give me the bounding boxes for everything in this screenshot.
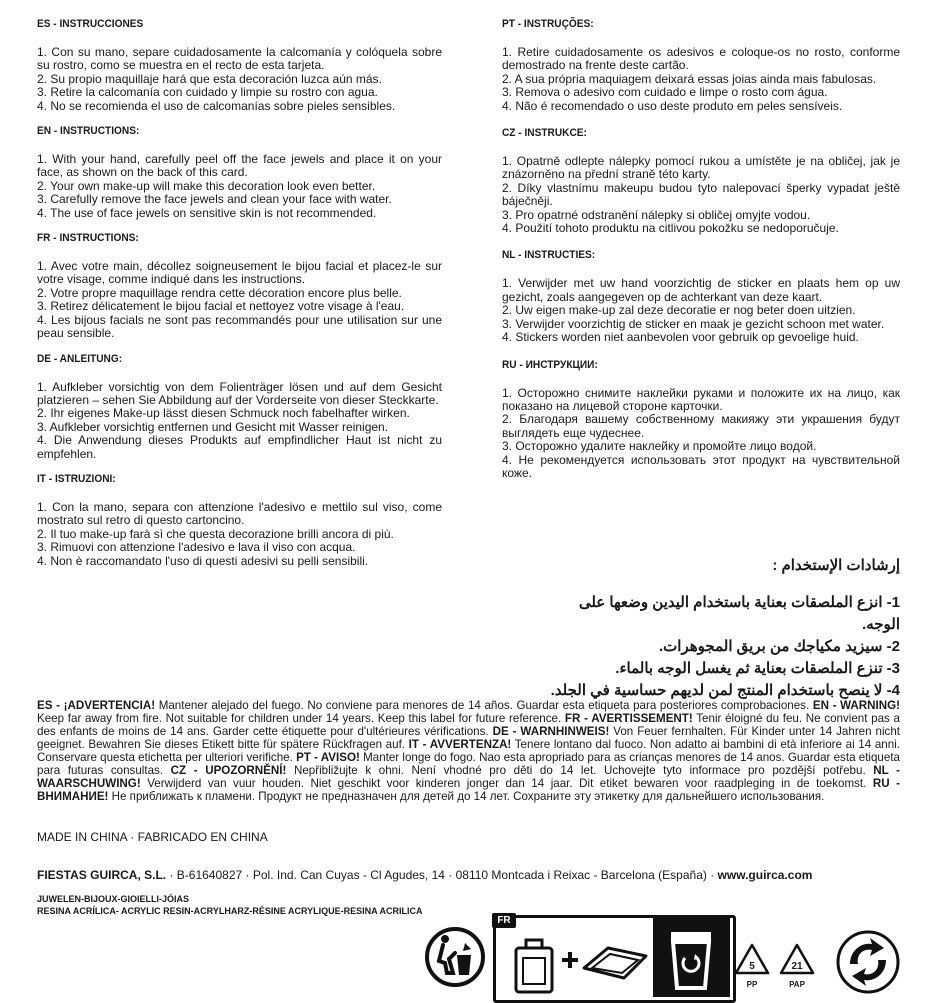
warning-text: Keep far away from fire. Not suitable for children under 14 years. Keep this label for future reference. — [37, 712, 565, 725]
wrapper-icon — [578, 942, 652, 984]
right-section — [502, 359, 900, 481]
instruction-line: 1. Осторожно снимите наклейки руками и положите их на лицо, как показано на лицевой стороне карточки. — [502, 385, 900, 413]
left-section — [37, 18, 442, 113]
right-section — [502, 18, 900, 113]
instruction-line: 1. Opatrně odlepte nálepky pomocí rukou a umístěte je na obličej, jak je znázorněno na přední straně této karty. — [502, 154, 900, 182]
warning-label: DE - WARNHINWEIS! — [492, 725, 610, 738]
arabic-line-2: 2- سيزيد مكياجك من بريق المجوهرات. — [659, 638, 900, 655]
instruction-line: 3. Retire la calcomanía con cuidado y limpie su rostro con agua. — [37, 85, 378, 100]
instruction-line: 2. Ihr eigenes Make-up lässt diesen Schmuck noch fabelhafter wirken. — [37, 406, 410, 421]
instruction-line: 3. Осторожно удалите наклейку и промойте лицо водой. — [502, 439, 817, 454]
instruction-line: 3. Rimuovi con attenzione l'adesivo e lava il viso con acqua. — [37, 540, 356, 555]
warning-text: Tenir éloigné du feu. Ne convient pas a des enfants de moins de 14 ans. Garder cette étiquette pour d'ultérieures vérifications. — [37, 712, 900, 738]
materials-info — [37, 893, 423, 917]
recycling-bin-icon — [663, 928, 719, 992]
instruction-line: 2. A sua própria maquiagem deixará essas joias ainda mais fabulosas. — [502, 71, 877, 86]
company-info — [37, 868, 812, 882]
arabic-line-3: 3- تنزع الملصقات بعناية ثم يغسل الوجه بالماء. — [615, 660, 900, 677]
instruction-line: 4. Non è raccomandato l'uso di questi adesivi su pelli sensibili. — [37, 553, 369, 568]
right-column — [502, 18, 900, 494]
section-heading: CZ - INSTRUKCE: — [502, 127, 587, 140]
instruction-line: 3. Carefully remove the face jewels and clean your face with water. — [37, 192, 392, 207]
warning-text: Nepřibližujte k ohni. Není vhodné pro děti do 14 let. Uchovejte tyto informace pro pozdější potřebu. — [286, 764, 874, 777]
left-column — [37, 18, 442, 580]
section-heading: NL - INSTRUCTIES: — [502, 249, 596, 262]
warning-text: Manter longe do fogo. Nao esta apropriado para as crianças menores de 14 anos. Guardar esta etiqueta para futuras consultas. — [37, 751, 901, 777]
instruction-line: 3. Aufkleber vorsichtig entfernen und Gesicht mit Wasser reinigen. — [37, 419, 389, 434]
instruction-line: 4. No se recomienda el uso de calcomanías sobre pieles sensibles. — [37, 98, 396, 113]
arabic-instructions — [540, 556, 900, 702]
instruction-line: 4. Les bijous facials ne sont pas recommandés pour une utilisation sur une peau sensible. — [37, 312, 442, 341]
left-section — [37, 232, 442, 340]
instruction-line: 1. Aufkleber vorsichtig von dem Folienträger lösen und auf dem Gesicht platzieren – sehen Sie Abbildung auf der Vorderseite von dieser Steckkarte. — [37, 379, 442, 407]
company-details: · B-61640827 · Pol. Ind. Can Cuyas - Cl Agudes, 14 · 08110 Montcada i Reixac - Barcelona (España) · — [166, 868, 718, 882]
instruction-line: 2. Uw eigen make-up zal deze decoratie er nog beter doen uitzien. — [502, 303, 856, 318]
section-heading: EN - INSTRUCTIONS: — [37, 125, 140, 138]
instruction-line: 2. Благодаря вашему собственному макияжу эти украшения будут выглядеть еще чудеснее. — [502, 412, 900, 440]
recycle-code-pp: 5 — [749, 961, 755, 972]
tidyman-recycle-icon — [425, 925, 485, 989]
instruction-line: 2. Votre propre maquillage rendra cette décoration encore plus belle. — [37, 285, 402, 300]
instruction-line: 4. Не рекомендуется использовать этот продукт на чувствительной коже. — [502, 452, 900, 480]
instruction-line: 2. Your own make-up will make this decoration look even better. — [37, 178, 376, 193]
arabic-line-1: 1- انزع الملصقات بعناية باستخدام اليدين وضعها على الوجه. — [578, 594, 900, 633]
instruction-line: 2. Il tuo make-up farà sì che questa decorazione brilli ancora di più. — [37, 526, 394, 541]
fr-label: FR — [492, 913, 516, 928]
warning-text: Verwijderd van vuur houden. Niet geschikt voor kinderen jonger dan 14 jaar. Dit etiket bewaren voor raadpleging in de toekomst. — [140, 777, 873, 790]
instruction-line: 4. Použití tohoto produktu na citlivou pokožku se nedoporučuje. — [502, 221, 839, 236]
warning-text: Von Feuer fernhalten. Für Kinder unter 14 Jahren nicht geeignet. Bewahren Sie dieses Etikett bitte für spätere Rückfragen auf. — [37, 725, 901, 751]
warning-label: CZ - UPOZORNĚNÍ! — [170, 764, 287, 777]
instruction-line: 1. With your hand, carefully peel off the face jewels and place it on your face, as shown on the back of this card. — [37, 152, 442, 180]
instruction-line: 4. Stickers worden niet aanbevolen voor gebruik op gevoelige huid. — [502, 330, 859, 345]
instruction-line: 4. Die Anwendung dieses Produkts auf empfindlicher Haut ist nicht zu empfehlen. — [37, 433, 442, 461]
warning-block — [37, 699, 900, 803]
arabic-line-4: 4- لا ينصح باستخدام المنتج لمن لديهم حساسية في الجلد. — [550, 682, 900, 699]
materials-line-2: RESINA ACRÍLICA- ACRYLIC RESIN-ACRYLHARZ-RÉSINE ACRYLIQUE-RESINA ACRILICA — [37, 906, 423, 916]
section-heading: PT - INSTRUÇÕES: — [502, 18, 594, 30]
instruction-line: 1. Verwijder met uw hand voorzichtig de sticker en plaats hem op uw gezicht, zoals aangegeven op de achterkant van deze kaart. — [502, 276, 900, 304]
right-section — [502, 249, 900, 344]
recycle-label-pap: PAP — [789, 980, 805, 989]
section-heading: IT - ISTRUZIONI: — [37, 472, 116, 485]
warning-text: Mantener alejado del fuego. No conviene para menores de 14 años. Guardar esta etiqueta para posteriores comprobaciones. — [155, 699, 813, 712]
warning-label: ES - ¡ADVERTENCIA! — [37, 699, 156, 712]
instruction-line: 1. Avec votre main, décollez soigneusement le bijou facial et placez-le sur votre visage, comme indiqué dans les instructions. — [37, 259, 442, 287]
instruction-line: 2. Su propio maquillaje hará que esta decoración luzca aún más. — [37, 71, 382, 86]
instruction-line: 1. Con la mano, separa con attenzione l'adesivo e mettilo sul viso, come mostrato sul retro di questo cartoncino. — [37, 499, 442, 528]
company-name: FIESTAS GUIRCA, S.L. — [37, 868, 167, 882]
left-section — [37, 125, 442, 220]
instruction-line: 1. Retire cuidadosamente os adesivos e coloque-os no rosto, conforme demostrado na frente deste cartão. — [502, 45, 900, 73]
warning-label: NL - WAARSCHUWING! — [37, 764, 900, 790]
instruction-line: 3. Retirez délicatement le bijou facial et nettoyez votre visage à l'eau. — [37, 299, 405, 314]
recycle-code-pap: 21 — [791, 961, 803, 972]
instruction-line: 2. Díky vlastnímu makeupu budou tyto nalepovací šperky vypadat ještě báječněji. — [502, 180, 900, 209]
left-section — [37, 353, 442, 461]
warning-label: FR - AVERTISSEMENT! — [564, 712, 693, 725]
section-heading: FR - INSTRUCTIONS: — [37, 232, 139, 245]
plus-icon — [560, 950, 580, 970]
green-dot-icon — [836, 930, 900, 994]
warning-label: PT - AVISO! — [296, 751, 360, 764]
instruction-line: 3. Remova o adesivo com cuidado e limpe o rosto com água. — [502, 85, 828, 100]
instruction-line: 3. Verwijder voorzichtig de sticker en maak je gezicht schoon met water. — [502, 316, 885, 331]
warning-label: IT - AVVERTENZA! — [408, 738, 512, 751]
instruction-line: 3. Pro opatrné odstranění nálepky si obličej omyjte vodou. — [502, 207, 811, 222]
arabic-heading: إرشادات الإستخدام : — [772, 557, 900, 574]
left-section — [37, 473, 442, 568]
warning-label: EN - WARNING! — [812, 699, 900, 712]
section-heading: ES - INSTRUCCIONES — [37, 18, 144, 30]
recycle-label-pp: PP — [746, 980, 758, 989]
instruction-line: 4. The use of face jewels on sensitive skin is not recommended. — [37, 205, 377, 220]
card-icon — [512, 936, 556, 994]
instruction-line: 1. Con su mano, separe cuidadosamente la calcomanía y colóquela sobre su rostro, como se muestra en el recto de esta tarjeta. — [37, 45, 442, 73]
right-section — [502, 127, 900, 235]
warning-text: Не приближать к пламени. Продукт не предназначен для детей до 14 лет. Сохраните эту этикетку для дальнейшего использования. — [108, 790, 825, 803]
instruction-line: 4. Não é recomendado o uso deste produto em peles sensíveis. — [502, 98, 843, 113]
company-website: www.guirca.com — [717, 868, 813, 882]
warning-label: RU - ВНИМАНИЕ! — [37, 777, 901, 803]
section-heading: RU - ИНСТРУКЦИИ: — [502, 358, 598, 371]
materials-line-1: JUWELEN-BIJOUX-GIOIELLI-JÓIAS — [37, 894, 190, 904]
made-in-label: MADE IN CHINA · FABRICADO EN CHINA — [37, 830, 268, 844]
section-heading: DE - ANLEITUNG: — [37, 352, 123, 365]
warning-text: Tenere lontano dal fuoco. Non adatto ai bambini di età inferiore ai 14 anni. Conservare questa etichetta per ulteriori verifiche. — [37, 738, 901, 764]
